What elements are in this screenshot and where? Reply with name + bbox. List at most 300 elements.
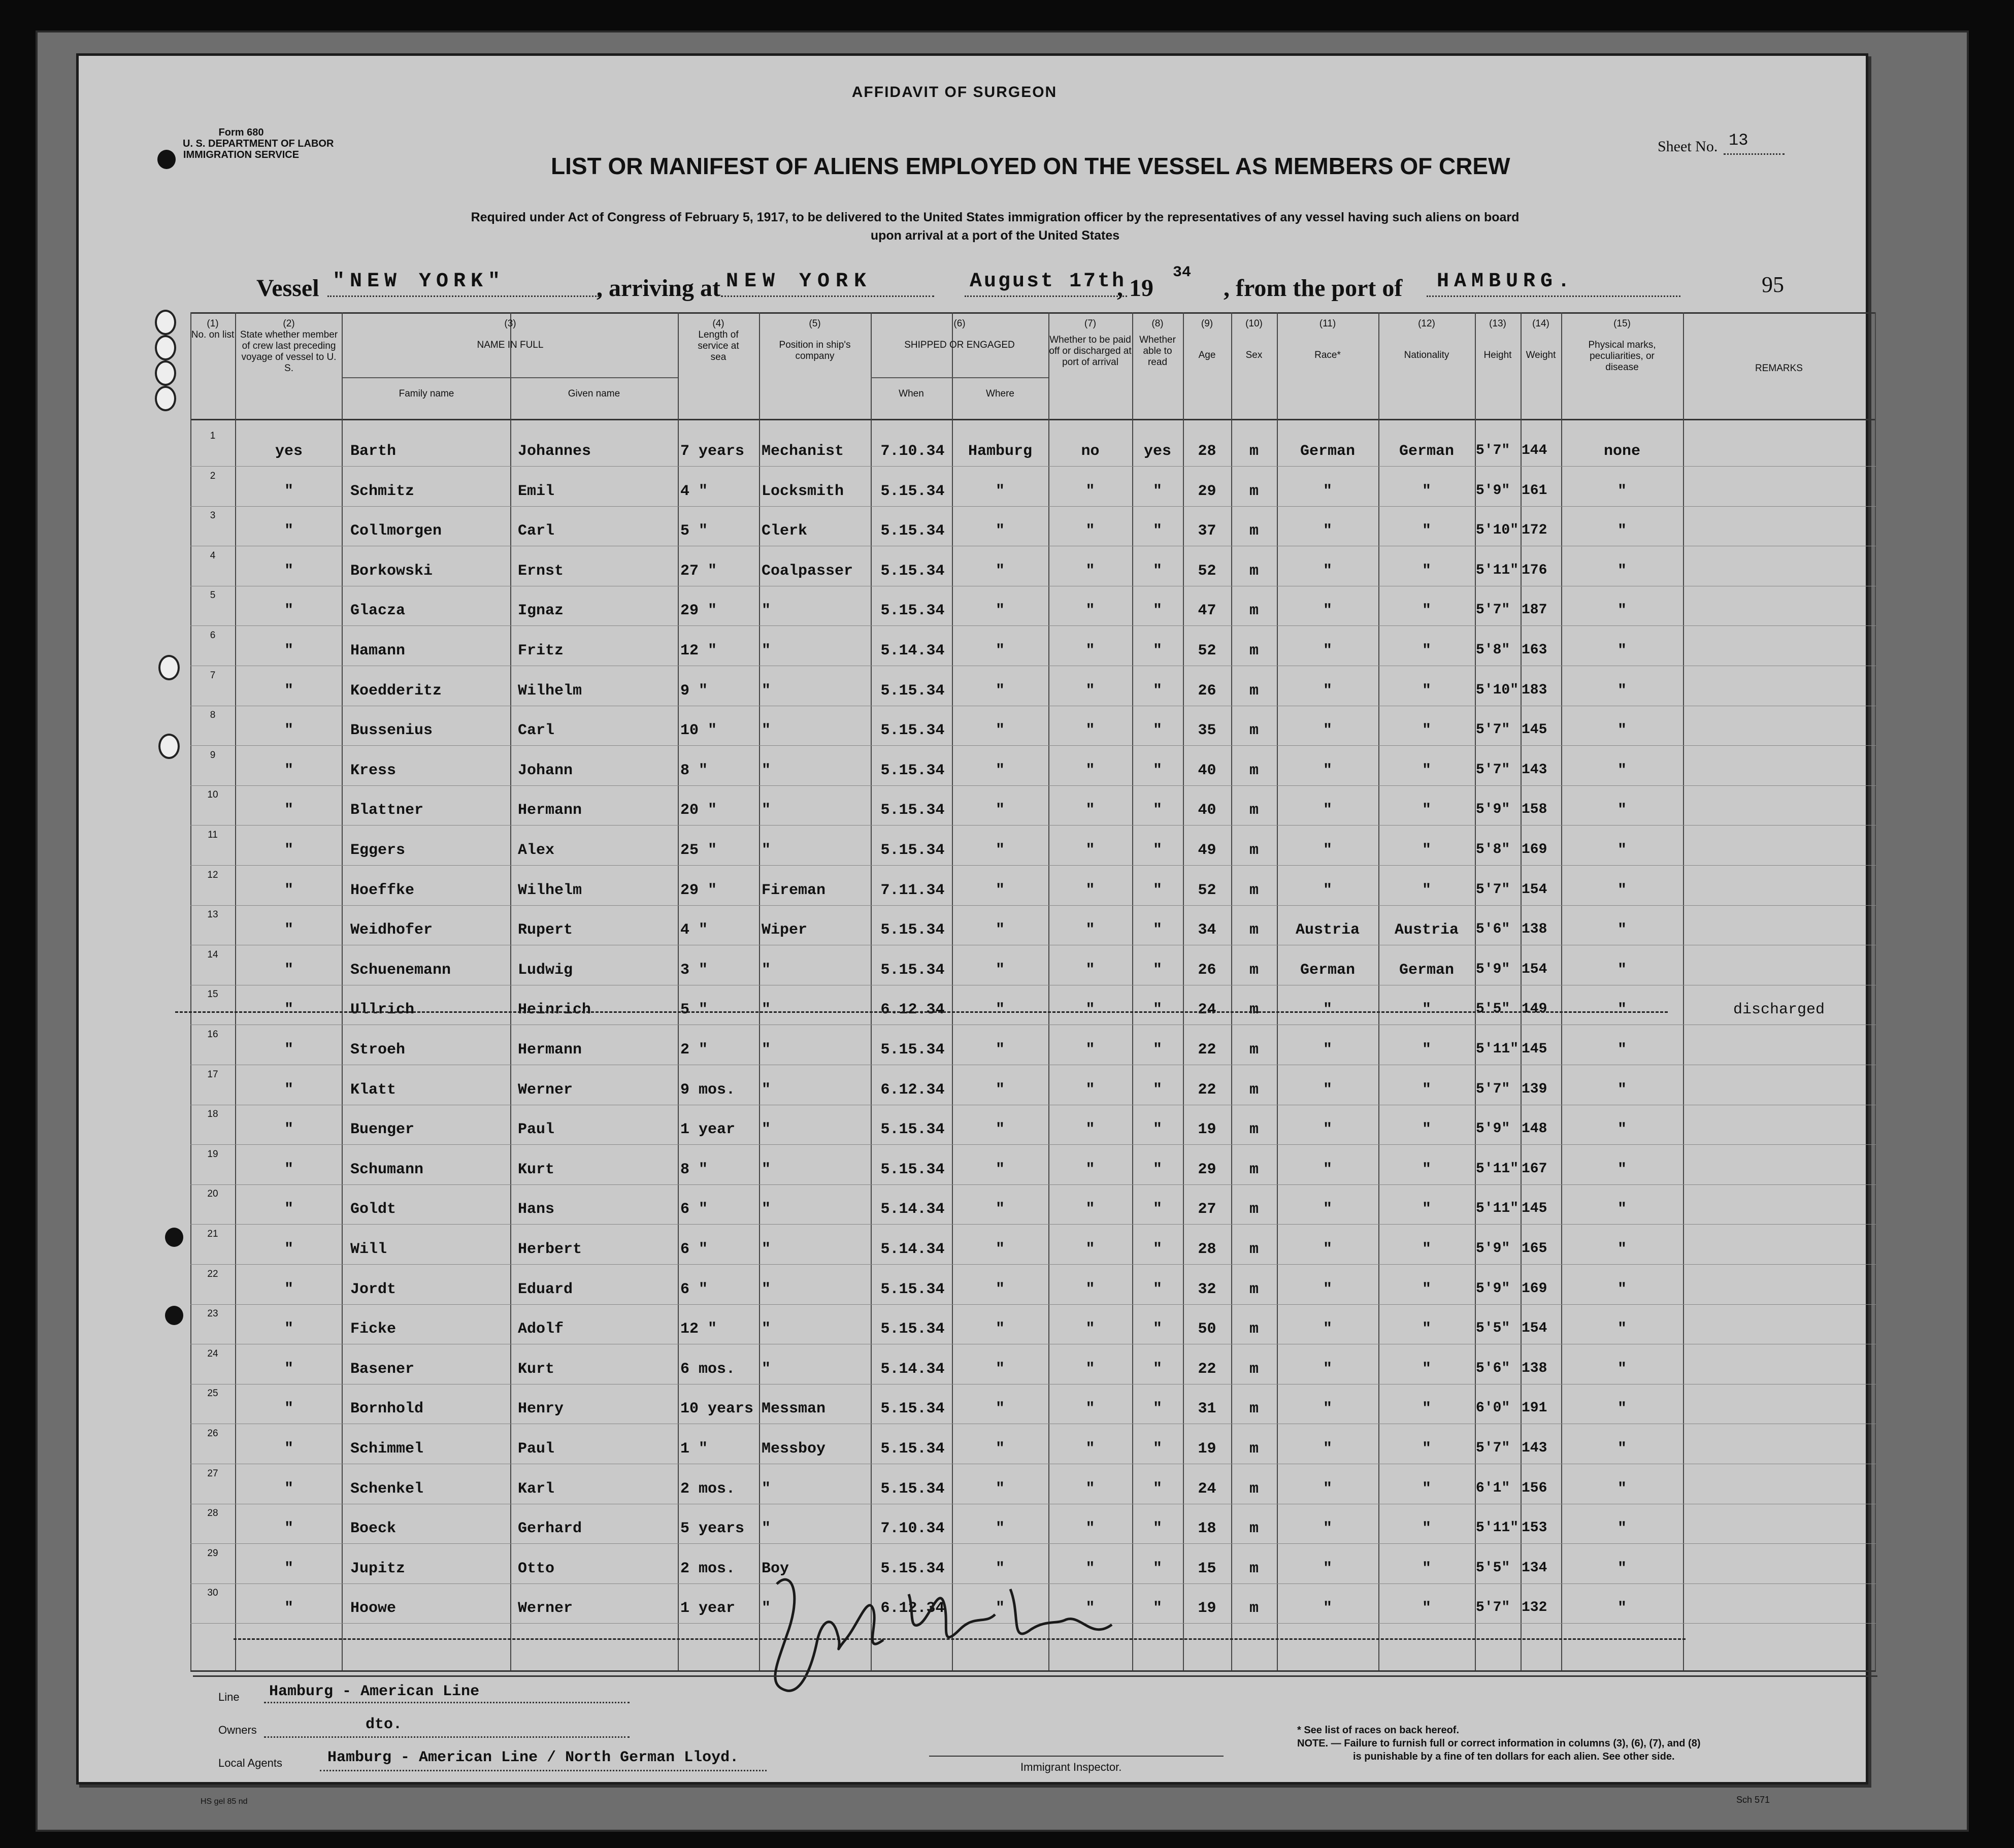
cell-marks: "	[1617, 563, 1627, 580]
owners-value: dto.	[366, 1716, 403, 1733]
cell-weight: 191	[1522, 1400, 1547, 1416]
cell-height: 5'7"	[1476, 1081, 1510, 1097]
cell-given: Paul	[518, 1440, 555, 1458]
cell-weight: 143	[1522, 762, 1547, 778]
cell-when: 6.12.34	[880, 1001, 945, 1018]
cell-marks: none	[1603, 443, 1640, 460]
row-rule	[190, 1304, 1876, 1305]
cell-paid: "	[1085, 882, 1095, 899]
cell-family: Weidhofer	[350, 921, 433, 939]
cell-weight: 143	[1522, 1440, 1547, 1456]
cell-where: Hamburg	[968, 443, 1033, 460]
col-line	[1475, 312, 1476, 1670]
cell-position: Fireman	[762, 882, 826, 899]
service: IMMIGRATION SERVICE	[183, 149, 300, 160]
col-line	[1183, 312, 1184, 1670]
col-title: Physical marks, peculiarities, or disease	[1588, 340, 1656, 373]
cell-where: "	[995, 1560, 1005, 1577]
cell-height: 5'6"	[1476, 921, 1510, 937]
cell-marks: "	[1617, 882, 1627, 899]
departure-port: HAMBURG.	[1437, 270, 1575, 293]
cell-nat: "	[1422, 1440, 1431, 1458]
cell-where: "	[995, 722, 1005, 739]
cell-age: 18	[1198, 1520, 1216, 1537]
row-rule	[190, 466, 1876, 467]
col-number: (2)	[283, 318, 295, 329]
cell-where: "	[995, 1520, 1005, 1537]
cell-service: 2 "	[680, 1041, 708, 1059]
cell-sex: m	[1249, 1001, 1259, 1018]
cell-paid: "	[1085, 1161, 1095, 1178]
cell-where: "	[995, 1281, 1005, 1298]
cell-paid: "	[1085, 1520, 1095, 1537]
cell-age: 49	[1198, 842, 1216, 859]
cell-prev: "	[284, 1600, 293, 1617]
cell-height: 5'9"	[1476, 483, 1510, 499]
cell-given: Rupert	[518, 921, 573, 939]
cell-race: Austria	[1295, 921, 1360, 939]
cell-age: 47	[1198, 602, 1216, 619]
cell-height: 5'11"	[1476, 1201, 1519, 1216]
cell-given: Werner	[518, 1081, 573, 1099]
cell-weight: 154	[1522, 1321, 1547, 1336]
cell-height: 5'7"	[1476, 762, 1510, 778]
cell-prev: "	[284, 1041, 293, 1059]
cell-height: 5'9"	[1476, 962, 1510, 977]
cell-given: Fritz	[518, 642, 564, 659]
cell-service: 29 "	[680, 602, 717, 619]
footnote-penalty-1: NOTE. — Failure to furnish full or correct information in columns (3), (6), (7), and (8)	[1297, 1738, 1701, 1749]
cell-where: "	[995, 1161, 1005, 1178]
vessel-name-line	[327, 294, 599, 297]
cell-race: "	[1323, 1281, 1332, 1298]
cell-prev: "	[284, 642, 293, 659]
punch-hole-icon	[158, 655, 180, 680]
cell-weight: 158	[1522, 802, 1547, 817]
cell-family: Borkowski	[350, 563, 433, 580]
cell-marks: "	[1617, 1361, 1627, 1378]
col-title: Position in ship's company	[779, 340, 851, 361]
cell-family: Schumann	[350, 1161, 424, 1178]
cell-given: Johannes	[518, 443, 591, 460]
cell-age: 28	[1198, 443, 1216, 460]
cell-age: 34	[1198, 921, 1216, 939]
cell-nat: "	[1422, 882, 1431, 899]
cell-age: 26	[1198, 962, 1216, 979]
cell-race: "	[1323, 1121, 1332, 1138]
col-line	[759, 312, 760, 1670]
cell-prev: "	[284, 522, 293, 540]
cell-prev: "	[284, 682, 293, 700]
col-line	[1378, 312, 1379, 1670]
cell-weight: 139	[1522, 1081, 1547, 1097]
cell-read: yes	[1143, 443, 1171, 460]
cell-weight: 134	[1522, 1560, 1547, 1576]
col-line	[1277, 312, 1278, 1670]
cell-read: "	[1152, 842, 1162, 859]
cell-prev: "	[284, 1121, 293, 1138]
cell-paid: "	[1085, 1400, 1095, 1417]
cell-age: 50	[1198, 1321, 1216, 1338]
col-number: (6)	[953, 318, 966, 329]
cell-marks: "	[1617, 1520, 1627, 1537]
cell-paid: "	[1085, 1480, 1095, 1498]
cell-when: 7.10.34	[880, 1520, 945, 1537]
cell-family: Ullrich	[350, 1001, 415, 1018]
cell-sex: m	[1249, 1281, 1259, 1298]
cell-service: 6 "	[680, 1201, 708, 1218]
cell-given: Otto	[518, 1560, 555, 1577]
sheet-number-label: Sheet No.	[1658, 138, 1718, 155]
vessel-label: Vessel	[256, 275, 319, 302]
arrival-date-line	[965, 294, 1127, 297]
cell-height: 5'10"	[1476, 522, 1519, 538]
cell-prev: "	[284, 1480, 293, 1498]
col-header-family: Family name	[399, 388, 454, 399]
cell-service: 8 "	[680, 762, 708, 779]
cell-weight: 153	[1522, 1520, 1547, 1536]
table-top-border	[190, 312, 1876, 314]
col-header-where: Where	[986, 388, 1014, 399]
cell-position: Mechanist	[762, 443, 844, 460]
cell-position: "	[762, 1241, 771, 1258]
col-header-5	[759, 318, 871, 362]
cell-height: 5'8"	[1476, 842, 1510, 857]
cell-paid: no	[1081, 443, 1100, 460]
row-number: 22	[207, 1269, 218, 1279]
cell-prev: "	[284, 1361, 293, 1378]
col-line	[1561, 312, 1562, 1670]
col-number: (13)	[1489, 318, 1506, 329]
cell-service: 10 "	[680, 722, 717, 739]
row-rule	[190, 1184, 1876, 1185]
cell-read: "	[1152, 1041, 1162, 1059]
cell-nat: "	[1422, 1001, 1431, 1018]
cell-position: "	[762, 762, 771, 779]
sheet-number-line	[1724, 152, 1785, 155]
row-number: 1	[210, 431, 216, 441]
cell-race: "	[1323, 1480, 1332, 1498]
cell-weight: 145	[1522, 722, 1547, 738]
cell-age: 27	[1198, 1201, 1216, 1218]
cell-family: Hamann	[350, 642, 406, 659]
cell-service: 2 mos.	[680, 1480, 736, 1498]
cell-height: 5'11"	[1476, 1041, 1519, 1057]
cell-weight: 169	[1522, 842, 1547, 857]
cell-height: 5'10"	[1476, 682, 1519, 698]
row-number: 26	[207, 1428, 218, 1439]
col-line	[871, 312, 872, 1670]
cell-race: "	[1323, 1600, 1332, 1617]
cell-sex: m	[1249, 921, 1259, 939]
cell-weight: 149	[1522, 1001, 1547, 1017]
cell-service: 2 mos.	[680, 1560, 736, 1577]
cell-when: 5.15.34	[880, 722, 945, 739]
cell-prev: "	[284, 1241, 293, 1258]
row-number: 4	[210, 550, 216, 561]
row-number: 13	[207, 909, 218, 920]
cell-prev: "	[284, 1081, 293, 1099]
cell-read: "	[1152, 1440, 1162, 1458]
cell-age: 32	[1198, 1281, 1216, 1298]
cell-nat: "	[1422, 722, 1431, 739]
row-number: 19	[207, 1149, 218, 1160]
cell-age: 52	[1198, 642, 1216, 659]
cell-where: "	[995, 962, 1005, 979]
footer-top-border	[193, 1675, 1877, 1677]
cell-height: 5'7"	[1476, 882, 1510, 898]
page-title: LIST OR MANIFEST OF ALIENS EMPLOYED ON THE VESSEL AS MEMBERS OF CREW	[551, 153, 1510, 179]
shipped-subheader-line	[871, 377, 1048, 378]
cell-marks: "	[1617, 1321, 1627, 1338]
cell-race: "	[1323, 1241, 1332, 1258]
row-number: 15	[207, 989, 218, 1000]
col-line	[678, 312, 679, 1670]
cell-when: 5.14.34	[880, 1241, 945, 1258]
cell-position: "	[762, 1281, 771, 1298]
cell-prev: "	[284, 483, 293, 500]
cell-read: "	[1152, 1600, 1162, 1617]
cell-race: German	[1300, 962, 1356, 979]
cell-where: "	[995, 522, 1005, 540]
cell-family: Jupitz	[350, 1560, 406, 1577]
cell-nat: "	[1422, 1041, 1431, 1059]
col-title: Whether able to read	[1139, 335, 1176, 368]
cell-read: "	[1152, 1201, 1162, 1218]
line-value-line	[264, 1701, 630, 1703]
cell-sex: m	[1249, 602, 1259, 619]
cell-when: 5.15.34	[880, 802, 945, 819]
cell-read: "	[1152, 1520, 1162, 1537]
cell-given: Ernst	[518, 563, 564, 580]
cell-nat: "	[1422, 522, 1431, 540]
cell-sex: m	[1249, 1041, 1259, 1059]
cell-paid: "	[1085, 563, 1095, 580]
cell-nat: "	[1422, 1241, 1431, 1258]
cell-age: 52	[1198, 563, 1216, 580]
col-number: (11)	[1319, 318, 1336, 329]
cell-where: "	[995, 1041, 1005, 1059]
row-rule	[190, 905, 1876, 906]
cell-paid: "	[1085, 1001, 1095, 1018]
cell-race: "	[1323, 1161, 1332, 1178]
cell-paid: "	[1085, 1321, 1095, 1338]
cell-position: "	[762, 1361, 771, 1378]
cell-weight: 144	[1522, 443, 1547, 458]
cell-paid: "	[1085, 1241, 1095, 1258]
col-number: (10)	[1245, 318, 1263, 329]
col-header-8	[1132, 318, 1183, 368]
cell-given: Ludwig	[518, 962, 573, 979]
row-rule	[190, 1224, 1876, 1225]
col-line	[952, 312, 953, 1670]
cell-family: Klatt	[350, 1081, 397, 1099]
cell-position: "	[762, 1081, 771, 1099]
arrival-port: NEW YORK	[726, 270, 873, 293]
cell-where: "	[995, 1241, 1005, 1258]
cell-position: Clerk	[762, 522, 808, 540]
cell-height: 5'8"	[1476, 642, 1510, 658]
punch-hole-icon	[158, 734, 180, 759]
form-info	[183, 127, 334, 160]
cell-position: "	[762, 1121, 771, 1138]
row-rule	[190, 1144, 1876, 1145]
cell-paid: "	[1085, 1560, 1095, 1577]
cell-race: "	[1323, 563, 1332, 580]
cell-marks: "	[1617, 1241, 1627, 1258]
cell-age: 40	[1198, 802, 1216, 819]
cell-given: Paul	[518, 1121, 555, 1138]
cell-read: "	[1152, 563, 1162, 580]
year-prefix: , 19	[1117, 275, 1153, 302]
cell-nat: "	[1422, 1480, 1431, 1498]
cell-family: Schenkel	[350, 1480, 424, 1498]
col-title: NAME IN FULL	[477, 340, 544, 350]
cell-where: "	[995, 1121, 1005, 1138]
cell-marks: "	[1617, 1001, 1627, 1018]
line-value: Hamburg - American Line	[269, 1683, 480, 1700]
owners-value-line	[264, 1735, 630, 1738]
cell-paid: "	[1085, 1201, 1095, 1218]
col-title: Height	[1483, 350, 1512, 360]
cell-age: 22	[1198, 1041, 1216, 1059]
cell-marks: "	[1617, 602, 1627, 619]
cell-read: "	[1152, 882, 1162, 899]
cell-prev: "	[284, 563, 293, 580]
header-bottom-border	[190, 419, 1876, 420]
col-line	[1048, 312, 1049, 1670]
cell-nat: "	[1422, 1201, 1431, 1218]
cell-sex: m	[1249, 1161, 1259, 1178]
cell-race: "	[1323, 1361, 1332, 1378]
cell-service: 5 "	[680, 522, 708, 540]
cell-family: Boeck	[350, 1520, 397, 1537]
cell-service: 12 "	[680, 1321, 717, 1338]
cell-read: "	[1152, 1081, 1162, 1099]
cell-read: "	[1152, 921, 1162, 939]
cell-read: "	[1152, 522, 1162, 540]
cell-position: "	[762, 802, 771, 819]
cell-weight: 132	[1522, 1600, 1547, 1615]
cell-when: 7.10.34	[880, 443, 945, 460]
cell-position: "	[762, 602, 771, 619]
row-number: 18	[207, 1109, 218, 1119]
cell-position: Boy	[762, 1560, 789, 1577]
cell-service: 27 "	[680, 563, 717, 580]
cell-marks: "	[1617, 842, 1627, 859]
cell-sex: m	[1249, 1081, 1259, 1099]
cell-service: 1 "	[680, 1440, 708, 1458]
row-number: 9	[210, 750, 216, 761]
cell-age: 24	[1198, 1480, 1216, 1498]
cell-weight: 145	[1522, 1041, 1547, 1057]
agents-label: Local Agents	[218, 1757, 282, 1769]
cell-when: 5.14.34	[880, 1201, 945, 1218]
cell-service: 10 years	[680, 1400, 754, 1417]
cell-nat: German	[1399, 962, 1455, 979]
cell-read: "	[1152, 1321, 1162, 1338]
cell-service: 20 "	[680, 802, 717, 819]
cell-sex: m	[1249, 1361, 1259, 1378]
subtitle-line-1: Required under Act of Congress of February 5, 1917, to be delivered to the United States immigration officer by the representatives of any vessel having such aliens on board	[471, 210, 1520, 224]
col-line	[1683, 312, 1684, 1670]
cell-nat: "	[1422, 1281, 1431, 1298]
cell-read: "	[1152, 1560, 1162, 1577]
agents-value: Hamburg - American Line / North German Lloyd.	[327, 1749, 739, 1766]
cell-weight: 145	[1522, 1201, 1547, 1216]
col-number: (8)	[1151, 318, 1164, 329]
cell-given: Kurt	[518, 1361, 555, 1378]
col-number: (9)	[1201, 318, 1213, 329]
cell-prev: "	[284, 1560, 293, 1577]
cell-prev: "	[284, 1201, 293, 1218]
subtitle-line-2: upon arrival at a port of the United States	[870, 228, 1120, 243]
cell-age: 24	[1198, 1001, 1216, 1018]
col-number: (14)	[1532, 318, 1549, 329]
cell-height: 5'9"	[1476, 1121, 1510, 1137]
cell-paid: "	[1085, 921, 1095, 939]
col-title: Whether to be paid off or discharged at port of arrival	[1049, 335, 1132, 368]
from-port-label: , from the port of	[1224, 275, 1403, 302]
cell-given: Carl	[518, 722, 555, 739]
col-title: Age	[1198, 350, 1216, 360]
cell-service: 4 "	[680, 921, 708, 939]
cell-service: 6 mos.	[680, 1361, 736, 1378]
col-title: SHIPPED OR ENGAGED	[904, 340, 1015, 350]
cell-service: 6 "	[680, 1241, 708, 1258]
col-header-12	[1378, 318, 1475, 361]
cell-position: "	[762, 1520, 771, 1537]
cell-nat: "	[1422, 1520, 1431, 1537]
col-title: Weight	[1526, 350, 1556, 360]
cell-given: Hermann	[518, 1041, 582, 1059]
cell-prev: "	[284, 882, 293, 899]
cell-sex: m	[1249, 962, 1259, 979]
cell-sex: m	[1249, 1440, 1259, 1458]
cell-nat: "	[1422, 1321, 1431, 1338]
cell-marks: "	[1617, 1600, 1627, 1617]
cell-paid: "	[1085, 1440, 1095, 1458]
col-number: (7)	[1084, 318, 1097, 329]
row-rule	[190, 745, 1876, 746]
cell-race: "	[1323, 1321, 1332, 1338]
cell-given: Eduard	[518, 1281, 573, 1298]
cell-race: German	[1300, 443, 1356, 460]
cell-where: "	[995, 602, 1005, 619]
cell-family: Kress	[350, 762, 397, 779]
cell-sex: m	[1249, 1121, 1259, 1138]
cell-race: "	[1323, 483, 1332, 500]
row-number: 24	[207, 1348, 218, 1359]
cell-when: 5.15.34	[880, 602, 945, 619]
cell-paid: "	[1085, 602, 1095, 619]
cell-sex: m	[1249, 882, 1259, 899]
arrival-date: August 17th	[970, 270, 1127, 293]
cell-read: "	[1152, 722, 1162, 739]
col-header-9	[1183, 318, 1231, 361]
cell-prev: "	[284, 842, 293, 859]
cell-read: "	[1152, 642, 1162, 659]
vessel-name: "NEW YORK"	[333, 270, 506, 293]
cell-sex: m	[1249, 842, 1259, 859]
cell-age: 52	[1198, 882, 1216, 899]
cell-marks: "	[1617, 1560, 1627, 1577]
col-header-2	[237, 318, 341, 374]
cell-height: 5'11"	[1476, 1161, 1519, 1177]
cell-weight: 138	[1522, 921, 1547, 937]
col-line	[1875, 312, 1876, 1670]
cell-when: 5.15.34	[880, 1560, 945, 1577]
